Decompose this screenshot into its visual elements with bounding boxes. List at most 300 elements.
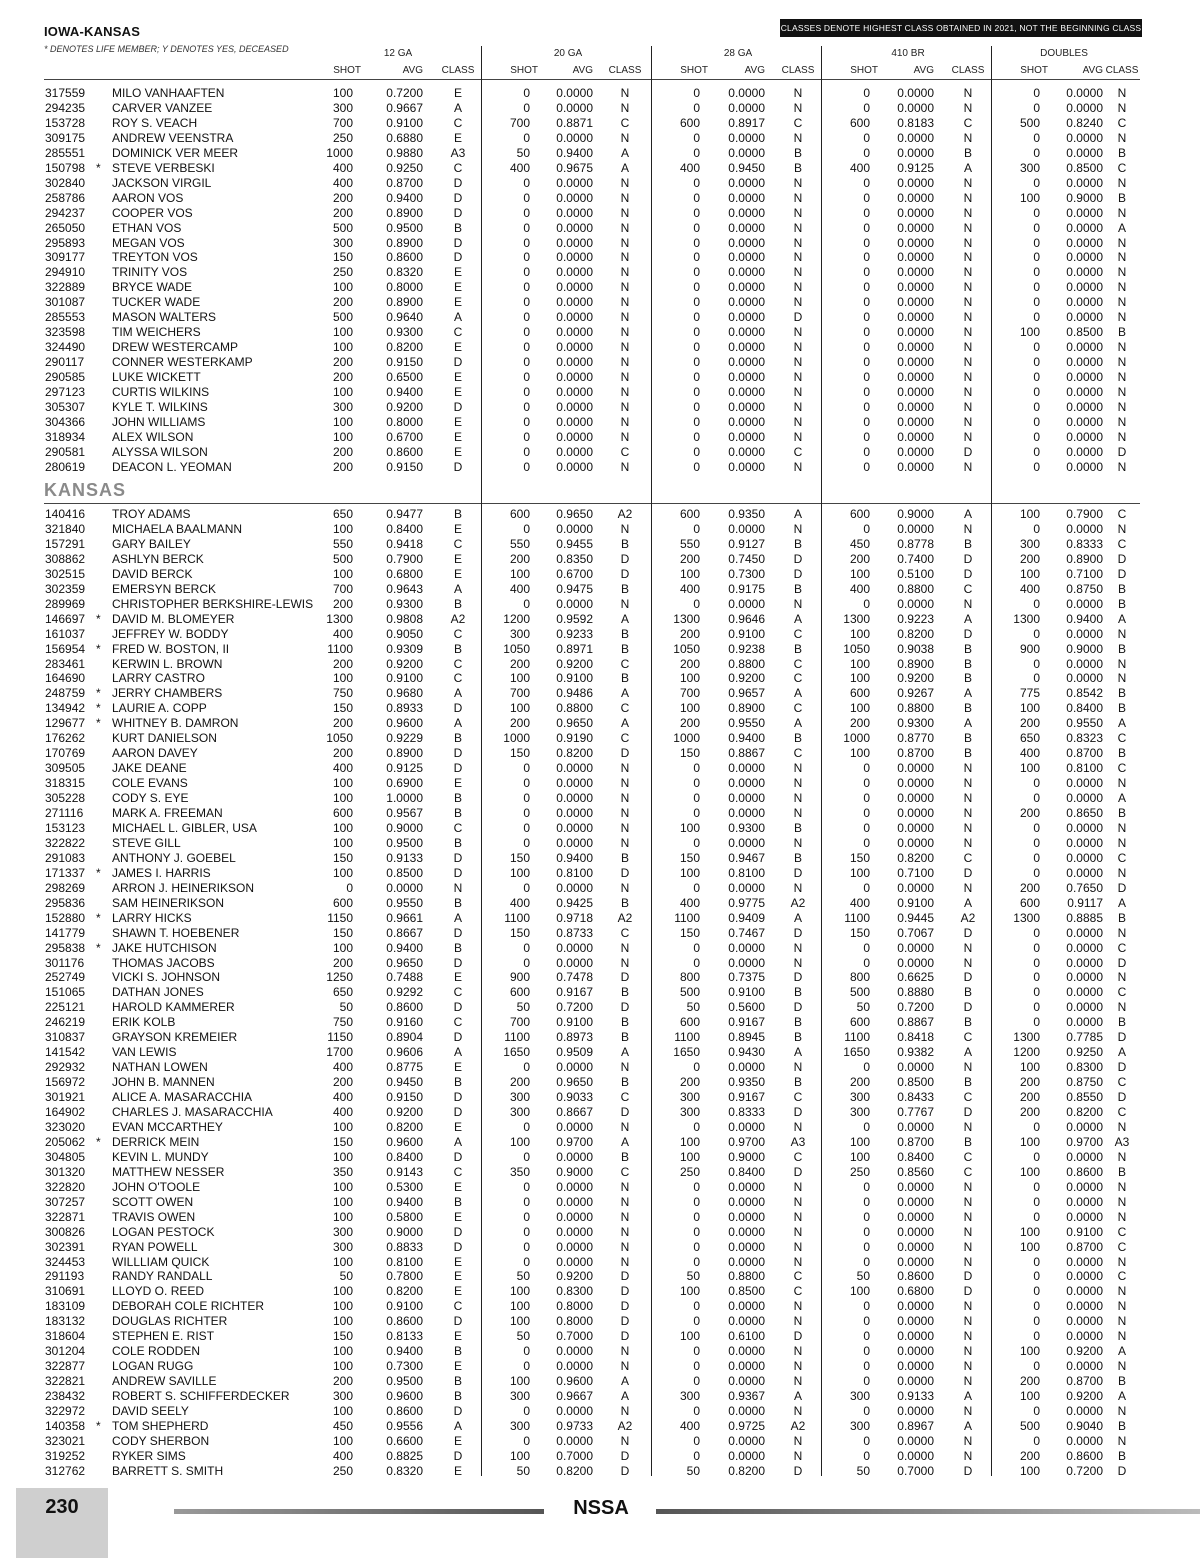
class-rating: E	[453, 1060, 462, 1075]
class-rating: C	[453, 985, 463, 1000]
table-row	[0, 221, 1200, 236]
shot-count: 300	[849, 1389, 870, 1404]
class-rating: E	[453, 1209, 462, 1224]
member-id: 310837	[45, 1030, 86, 1045]
member-id: 291193	[45, 1269, 85, 1284]
average: 0.0000	[728, 459, 765, 474]
average: 0.9661	[386, 910, 423, 925]
average: 0.0000	[897, 955, 934, 970]
shot-count: 1650	[503, 1045, 530, 1060]
class-rating: D	[620, 746, 630, 761]
average: 0.0000	[1066, 970, 1103, 985]
class-rating: C	[620, 925, 630, 940]
shot-count: 700	[509, 115, 530, 130]
average: 0.0000	[1066, 1299, 1103, 1314]
average: 0.9200	[386, 399, 423, 414]
shot-count: 650	[332, 507, 353, 521]
average: 0.9700	[728, 1134, 765, 1149]
class-rating: B	[963, 1075, 972, 1090]
member-id: 238432	[45, 1389, 86, 1404]
shot-count: 0	[693, 1299, 700, 1314]
shot-count: 600	[332, 806, 353, 820]
class-rating: A	[793, 1389, 802, 1404]
average: 0.9167	[556, 985, 593, 1000]
average: 0.9160	[386, 1015, 423, 1030]
table-row	[0, 236, 1200, 251]
average: 0.0000	[1066, 175, 1103, 190]
class-rating: B	[793, 850, 802, 865]
average: 0.0000	[1066, 429, 1103, 444]
member-name: MASON WALTERS	[112, 310, 217, 325]
shot-count: 0	[863, 340, 870, 355]
member-id: 289969	[45, 596, 86, 611]
average: 0.8433	[897, 1090, 934, 1105]
shot-count: 0	[863, 1329, 870, 1344]
shot-count: 0	[523, 295, 530, 310]
shot-count: 0	[863, 1060, 870, 1075]
shot-count: 100	[332, 1209, 353, 1224]
average: 0.9250	[386, 160, 423, 175]
class-rating: N	[793, 1448, 803, 1463]
class-rating: N	[620, 1224, 630, 1239]
average: 0.9100	[556, 671, 593, 686]
average: 0.9400	[728, 731, 765, 746]
shot-count: 0	[693, 880, 700, 895]
class-rating: N	[620, 385, 630, 399]
class-rating: N	[793, 521, 803, 536]
average: 0.0000	[728, 806, 765, 820]
class-rating: N	[1117, 280, 1127, 295]
class-rating: N	[1117, 1284, 1127, 1299]
member-id: 248759	[45, 686, 86, 701]
average: 0.8600	[386, 444, 423, 459]
average: 0.9400	[556, 850, 593, 865]
member-name: LLOYD O. REED	[112, 1284, 205, 1299]
shot-count: 100	[1019, 761, 1040, 776]
average: 0.0000	[728, 1209, 765, 1224]
class-rating: N	[963, 86, 973, 100]
shot-count: 250	[332, 130, 353, 145]
average: 0.8300	[556, 1284, 593, 1299]
class-rating: N	[1117, 459, 1127, 474]
shot-count: 200	[332, 955, 353, 970]
average: 0.0000	[1066, 295, 1103, 310]
average: 0.6600	[386, 1433, 423, 1448]
average: 0.0000	[556, 940, 593, 955]
section-heading-kansas: KANSAS	[44, 480, 127, 500]
shot-count: 100	[332, 776, 353, 791]
shot-count: 0	[863, 776, 870, 791]
class-rating: N	[963, 280, 973, 295]
life-member-marker: *	[96, 1418, 101, 1433]
class-rating: D	[1117, 551, 1127, 566]
class-rating: C	[1117, 761, 1127, 776]
average: 0.0000	[897, 791, 934, 806]
shot-count: 500	[1019, 115, 1040, 130]
shot-count: 0	[1033, 385, 1040, 399]
shot-count: 0	[523, 220, 530, 235]
table-row	[0, 791, 1200, 806]
average: 0.9500	[386, 835, 423, 850]
shot-count: 300	[679, 1105, 700, 1119]
shot-count: 500	[1019, 1418, 1040, 1433]
table-row	[0, 716, 1200, 731]
class-rating: A	[453, 910, 462, 925]
class-rating: N	[1117, 1433, 1127, 1448]
shot-count: 0	[523, 1209, 530, 1224]
table-row	[0, 941, 1200, 956]
average: 0.8700	[897, 1134, 934, 1149]
average: 0.0000	[897, 1404, 934, 1418]
shot-count: 0	[863, 880, 870, 895]
class-rating: A	[1117, 791, 1126, 806]
class-rating: N	[793, 1404, 803, 1418]
shot-count: 0	[863, 310, 870, 325]
member-id: 285551	[45, 145, 86, 160]
class-rating: N	[1117, 1000, 1127, 1015]
member-name: KEVIN L. MUNDY	[112, 1149, 209, 1164]
shot-count: 550	[509, 536, 530, 551]
class-rating: N	[963, 100, 973, 115]
shot-count: 200	[509, 716, 530, 731]
average: 0.0000	[897, 459, 934, 474]
member-id: 324490	[45, 340, 86, 355]
shot-count: 100	[849, 746, 870, 761]
class-rating: C	[1117, 1075, 1127, 1090]
shot-count: 100	[1019, 190, 1040, 205]
class-rating: N	[793, 1314, 803, 1329]
member-name: CARVER VANZEE	[112, 100, 213, 115]
class-rating: N	[620, 250, 630, 265]
average: 0.0000	[1066, 521, 1103, 536]
class-banner: CLASSES DENOTE HIGHEST CLASS OBTAINED IN 2021, NOT THE BEGINNING CLASS FOR 2022.	[780, 19, 1142, 37]
class-rating: E	[453, 1359, 462, 1374]
shot-count: 0	[523, 86, 530, 100]
average: 0.6625	[897, 970, 934, 985]
class-rating: B	[1117, 596, 1126, 611]
average: 0.0000	[556, 521, 593, 536]
life-member-marker: *	[96, 701, 101, 716]
subheader-shot: SHOT	[333, 65, 361, 76]
class-rating: D	[620, 1314, 630, 1329]
class-rating: B	[1117, 1164, 1126, 1179]
member-id: 302359	[45, 581, 86, 596]
table-row	[0, 1075, 1200, 1090]
shot-count: 0	[693, 1239, 700, 1254]
average: 0.9200	[1066, 1344, 1103, 1359]
class-rating: D	[793, 566, 803, 581]
class-rating: C	[1117, 850, 1127, 865]
class-rating: B	[620, 671, 629, 686]
class-rating: N	[620, 130, 630, 145]
shot-count: 0	[523, 175, 530, 190]
class-rating: E	[453, 86, 462, 100]
average: 0.0000	[1066, 235, 1103, 250]
average: 0.8650	[1066, 806, 1103, 820]
average: 0.9550	[386, 895, 423, 910]
class-rating: D	[963, 970, 973, 985]
class-rating: C	[620, 115, 630, 130]
class-rating: N	[963, 1359, 973, 1374]
shot-count: 200	[509, 1075, 530, 1090]
class-rating: C	[963, 581, 973, 596]
member-name: CHARLES J. MASARACCHIA	[112, 1105, 273, 1119]
section-divider	[44, 503, 1140, 504]
class-rating: C	[1117, 536, 1127, 551]
table-row	[0, 552, 1200, 567]
shot-count: 900	[1019, 641, 1040, 656]
table-row	[0, 1284, 1200, 1299]
shot-count: 0	[693, 806, 700, 820]
class-rating: N	[620, 220, 630, 235]
shot-count: 100	[332, 1344, 353, 1359]
class-rating: A	[793, 686, 802, 701]
shot-count: 0	[863, 1119, 870, 1134]
class-rating: D	[453, 205, 463, 220]
member-id: 322871	[45, 1209, 86, 1224]
shot-count: 0	[863, 1344, 870, 1359]
shot-count: 0	[1033, 940, 1040, 955]
member-name: LOGAN RUGG	[112, 1359, 194, 1374]
class-rating: D	[453, 1239, 463, 1254]
average: 0.9100	[1066, 1224, 1103, 1239]
class-rating: D	[453, 235, 463, 250]
member-id: 252749	[45, 970, 86, 985]
shot-count: 0	[693, 459, 700, 474]
class-rating: B	[963, 701, 972, 716]
average: 0.7300	[386, 1359, 423, 1374]
shot-count: 200	[679, 716, 700, 731]
member-name: COOPER VOS	[112, 205, 193, 220]
member-id: 290117	[45, 355, 85, 370]
class-rating: N	[620, 459, 630, 474]
class-rating: D	[453, 865, 463, 880]
class-rating: B	[793, 1075, 802, 1090]
average: 0.0000	[1066, 355, 1103, 370]
average: 0.0000	[728, 414, 765, 429]
class-rating: B	[1117, 325, 1126, 340]
member-name: ALEX WILSON	[112, 429, 194, 444]
average: 0.7900	[1066, 507, 1103, 521]
shot-count: 0	[523, 521, 530, 536]
average: 0.8500	[728, 1284, 765, 1299]
shot-count: 0	[693, 414, 700, 429]
member-id: 305228	[45, 791, 86, 806]
class-rating: N	[620, 1404, 630, 1418]
shot-count: 150	[332, 1329, 353, 1344]
class-rating: N	[620, 280, 630, 295]
shot-count: 200	[679, 656, 700, 671]
average: 0.0000	[556, 1194, 593, 1209]
average: 0.7400	[897, 551, 934, 566]
average: 0.5300	[386, 1179, 423, 1194]
table-row	[0, 821, 1200, 836]
class-rating: N	[793, 1239, 803, 1254]
member-id: 294910	[45, 265, 86, 280]
average: 0.9725	[728, 1418, 765, 1433]
class-rating: N	[963, 1060, 973, 1075]
table-row	[0, 325, 1200, 340]
class-rating: D	[963, 444, 973, 459]
member-name: DEBORAH COLE RICHTER	[112, 1299, 265, 1314]
class-rating: A	[793, 1045, 802, 1060]
shot-count: 400	[679, 1418, 700, 1433]
class-rating: B	[620, 1030, 629, 1045]
shot-count: 0	[693, 340, 700, 355]
class-rating: A	[620, 1389, 629, 1404]
subheader-avg: AVG	[744, 65, 765, 76]
shot-count: 0	[523, 130, 530, 145]
class-rating: B	[620, 1149, 629, 1164]
shot-count: 0	[1033, 820, 1040, 835]
class-rating: N	[1117, 521, 1127, 536]
class-rating: B	[1117, 806, 1126, 820]
average: 0.7200	[386, 86, 423, 100]
class-rating: N	[963, 399, 973, 414]
average: 0.9100	[897, 895, 934, 910]
class-rating: N	[963, 1239, 973, 1254]
table-row	[0, 1404, 1200, 1419]
average: 0.9445	[897, 910, 934, 925]
average: 0.9486	[556, 686, 593, 701]
average: 0.0000	[556, 1119, 593, 1134]
average: 0.0000	[728, 235, 765, 250]
class-rating: B	[1117, 581, 1126, 596]
table-row	[0, 1195, 1200, 1210]
shot-count: 100	[679, 865, 700, 880]
shot-count: 0	[523, 250, 530, 265]
average: 0.8600	[386, 1314, 423, 1329]
shot-count: 0	[863, 399, 870, 414]
class-rating: B	[1117, 1374, 1126, 1389]
member-name: HAROLD KAMMERER	[112, 1000, 235, 1015]
class-rating: N	[620, 1179, 630, 1194]
shot-count: 400	[332, 160, 353, 175]
member-name: AARON DAVEY	[112, 746, 198, 761]
table-row	[0, 250, 1200, 265]
average: 0.8133	[386, 1329, 423, 1344]
shot-count: 200	[1019, 1105, 1040, 1119]
shot-count: 0	[863, 280, 870, 295]
member-name: WILLLIAM QUICK	[112, 1254, 210, 1269]
shot-count: 300	[509, 1418, 530, 1433]
average: 0.0000	[897, 835, 934, 850]
average: 0.9418	[386, 536, 423, 551]
shot-count: 1050	[326, 731, 353, 746]
class-rating: N	[793, 250, 803, 265]
average: 0.9000	[1066, 641, 1103, 656]
shot-count: 100	[849, 865, 870, 880]
shot-count: 0	[863, 1179, 870, 1194]
average: 0.9000	[386, 1224, 423, 1239]
shot-count: 1300	[1013, 1030, 1040, 1045]
shot-count: 0	[523, 761, 530, 776]
average: 0.9350	[728, 1075, 765, 1090]
shot-count: 1300	[326, 611, 353, 626]
class-rating: D	[453, 850, 463, 865]
class-rating: N	[963, 806, 973, 820]
shot-count: 0	[1033, 1194, 1040, 1209]
member-id: 171337	[45, 865, 86, 880]
class-rating: A	[793, 507, 802, 521]
table-row	[0, 881, 1200, 896]
shot-count: 200	[332, 205, 353, 220]
shot-count: 1000	[326, 145, 353, 160]
class-rating: D	[963, 865, 973, 880]
average: 0.8800	[897, 581, 934, 596]
shot-count: 50	[686, 1269, 700, 1284]
average: 0.9880	[386, 145, 423, 160]
class-rating: N	[793, 175, 803, 190]
shot-count: 0	[1033, 835, 1040, 850]
shot-count: 0	[523, 806, 530, 820]
shot-count: 0	[1033, 1433, 1040, 1448]
average: 0.0000	[1066, 220, 1103, 235]
shot-count: 200	[1019, 716, 1040, 731]
table-row	[0, 161, 1200, 176]
member-name: LAURIE A. COPP	[112, 701, 207, 716]
member-id: 258786	[45, 190, 86, 205]
column-rule	[481, 46, 482, 1476]
average: 0.8600	[1066, 1448, 1103, 1463]
class-rating: A	[1117, 1045, 1126, 1060]
class-rating: C	[963, 1030, 973, 1045]
average: 0.9700	[1066, 1134, 1103, 1149]
class-rating: D	[1117, 566, 1127, 581]
member-name: LUKE WICKETT	[112, 370, 201, 385]
shot-count: 600	[679, 1015, 700, 1030]
shot-count: 100	[332, 414, 353, 429]
member-id: 300826	[45, 1224, 86, 1239]
class-rating: N	[963, 521, 973, 536]
member-name: DAVID M. BLOMEYER	[112, 611, 235, 626]
shot-count: 0	[863, 370, 870, 385]
class-rating: N	[620, 429, 630, 444]
average: 0.8904	[386, 1030, 423, 1045]
shot-count: 250	[332, 1463, 353, 1478]
average: 0.0000	[897, 220, 934, 235]
shot-count: 0	[863, 325, 870, 340]
shot-count: 1650	[673, 1045, 700, 1060]
member-id: 265050	[45, 220, 86, 235]
shot-count: 900	[509, 970, 530, 985]
class-rating: B	[963, 985, 972, 1000]
class-rating: C	[453, 626, 463, 641]
average: 0.7100	[1066, 566, 1103, 581]
table-row	[0, 1225, 1200, 1240]
member-name: EMERSYN BERCK	[112, 581, 217, 596]
average: 0.9133	[897, 1389, 934, 1404]
class-rating: N	[1117, 865, 1127, 880]
class-rating: N	[620, 835, 630, 850]
shot-count: 750	[332, 686, 353, 701]
class-rating: D	[453, 1000, 463, 1015]
average: 0.8400	[1066, 701, 1103, 716]
member-id: 298269	[45, 880, 86, 895]
class-rating: N	[620, 190, 630, 205]
class-rating: D	[963, 566, 973, 581]
average: 0.9125	[386, 761, 423, 776]
class-rating: D	[793, 925, 803, 940]
average: 0.0000	[728, 776, 765, 791]
average: 0.0000	[728, 265, 765, 280]
average: 0.8770	[897, 731, 934, 746]
average: 0.8900	[386, 295, 423, 310]
shot-count: 0	[693, 86, 700, 100]
shot-count: 100	[679, 1134, 700, 1149]
shot-count: 300	[332, 100, 353, 115]
average: 0.0000	[556, 1359, 593, 1374]
